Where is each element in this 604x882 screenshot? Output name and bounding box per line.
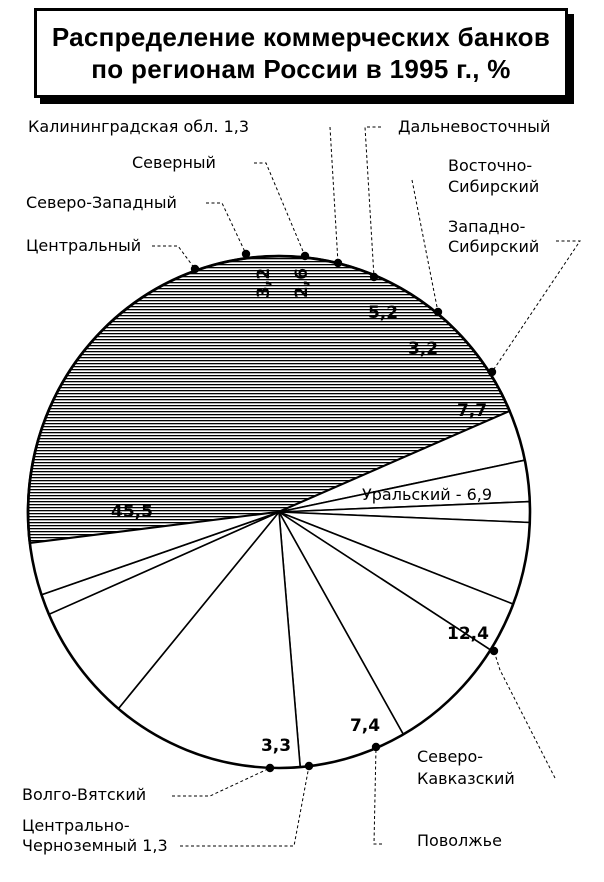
- value-label-северный: 2,6: [292, 267, 312, 299]
- value-label-центральный: 45,5: [111, 502, 153, 522]
- value-label-волго-вятский: 3,3: [260, 736, 292, 756]
- callout-dot-восточно-сибирский: [434, 308, 442, 316]
- callout-line-северный: [254, 163, 305, 256]
- callout-line-восточно-сибирский: [412, 180, 438, 312]
- callout-line-волго-вятский: [172, 768, 270, 796]
- region-label-дальневосточный: Дальневосточный: [398, 117, 551, 136]
- callout-line-калининградская-обл: [330, 127, 338, 263]
- region-label-центрально-черноземный-2: Черноземный 1,3: [22, 836, 168, 855]
- region-label-уральский: Уральский - 6,9: [362, 485, 493, 504]
- region-label-волго-вятский: Волго-Вятский: [22, 785, 147, 804]
- region-label-восточно-сибирский-1: Восточно-: [448, 156, 533, 175]
- region-label-центрально-черноземный-1: Центрально-: [22, 816, 130, 835]
- callout-dot-западно-сибирский: [488, 368, 496, 376]
- chart-title-line-1: Распределение коммерческих банков: [51, 22, 551, 52]
- callout-dot-северо-кавказский: [490, 647, 498, 655]
- callout-dot-калининградская-обл: [334, 259, 342, 267]
- pie-slices: [28, 256, 530, 768]
- callout-line-северо-западный: [206, 203, 246, 254]
- callout-line-дальневосточный: [365, 127, 381, 277]
- region-label-калининградская-обл: Калининградская обл. 1,3: [28, 117, 250, 136]
- callout-dot-дальневосточный: [370, 273, 378, 281]
- callout-line-центрально-черноземный: [180, 766, 309, 846]
- region-label-поволжье: Поволжье: [417, 831, 502, 850]
- callout-dot-северный: [301, 252, 309, 260]
- region-label-восточно-сибирский-2: Сибирский: [448, 177, 540, 196]
- region-label-северо-кавказский-1: Северо-: [417, 747, 484, 766]
- callout-dot-волго-вятский: [266, 764, 274, 772]
- region-label-северо-западный: Северо-Западный: [26, 193, 177, 212]
- region-label-западно-сибирский-1: Западно-: [448, 217, 526, 236]
- value-label-поволжье: 7,4: [349, 716, 381, 736]
- callout-line-поволжье: [374, 747, 382, 844]
- region-label-северо-кавказский-2: Кавказский: [417, 769, 515, 788]
- value-label-северо-кавказский: 12,4: [447, 624, 489, 644]
- callout-dot-центральный: [191, 265, 199, 273]
- value-label-северо-западный: 3,2: [254, 267, 274, 299]
- region-label-центральный: Центральный: [26, 236, 142, 255]
- region-label-западно-сибирский-2: Сибирский: [448, 237, 540, 256]
- value-label-восточно-сибирский: 3,2: [407, 339, 439, 359]
- callout-line-северо-кавказский: [494, 651, 555, 778]
- region-label-северный: Северный: [132, 153, 216, 172]
- value-label-дальневосточный: 5,2: [367, 303, 399, 323]
- callout-dot-центрально-черноземный: [305, 762, 313, 770]
- callout-line-центральный: [152, 246, 195, 269]
- callout-dot-поволжье: [372, 743, 380, 751]
- value-label-западно-сибирский: 7,7: [456, 401, 488, 421]
- callout-line-западно-сибирский: [492, 241, 580, 372]
- chart-title-line-2: по регионам России в 1995 г., %: [91, 54, 511, 84]
- callout-dot-северо-западный: [242, 250, 250, 258]
